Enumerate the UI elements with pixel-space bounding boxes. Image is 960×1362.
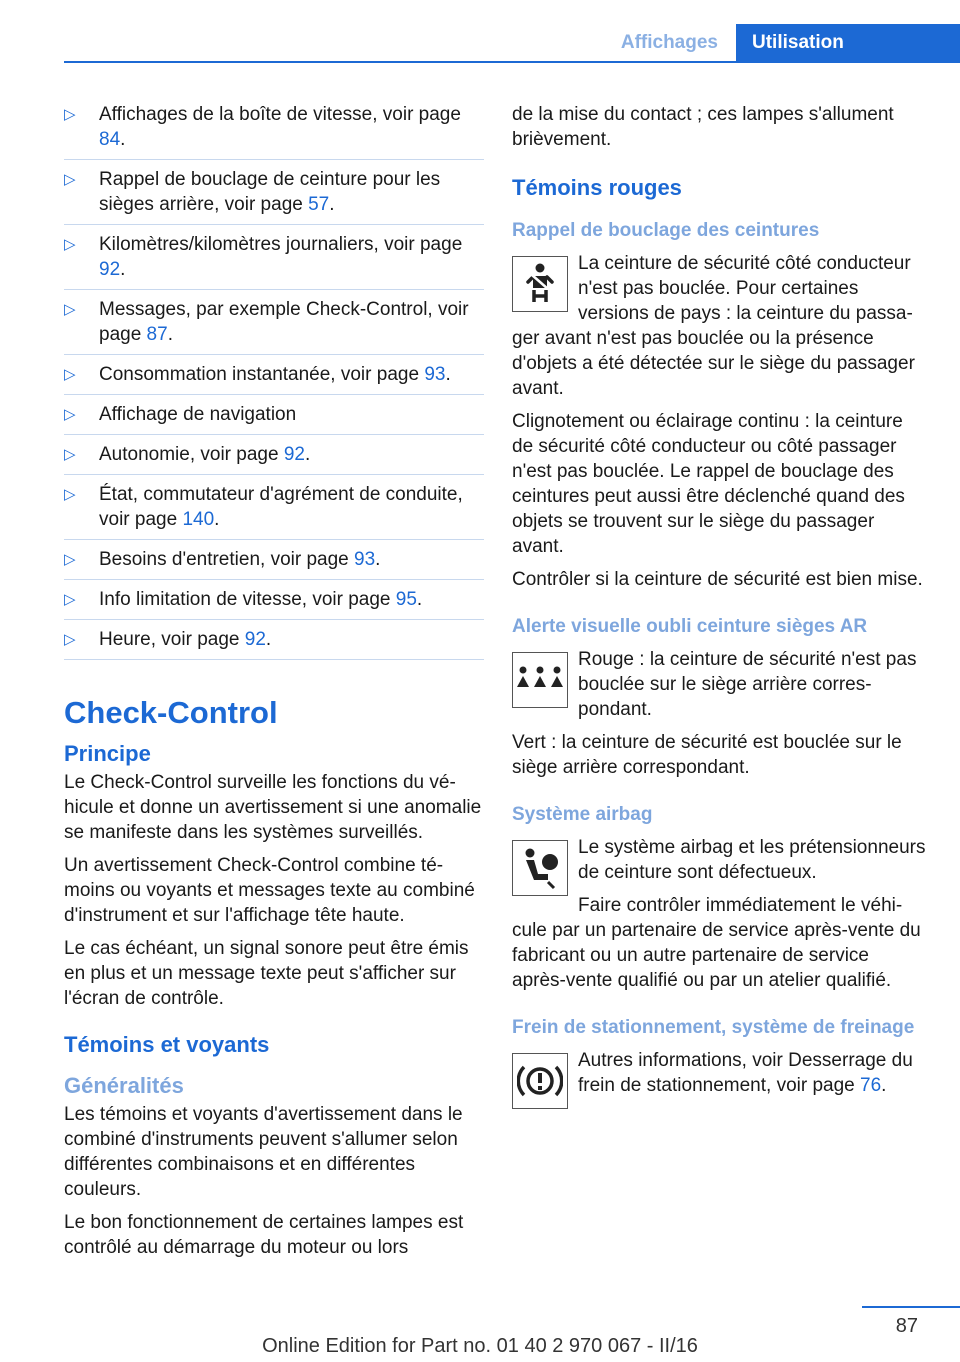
header-rule [64, 61, 960, 63]
seatbelt-warning-icon [512, 256, 568, 312]
list-item: ▷ Kilomètres/kilomètres journaliers, voir page 92. [64, 232, 484, 290]
list-item: ▷ Rappel de bouclage de ceinture pour les sièges arrière, voir page 57. [64, 167, 484, 225]
brake-warning-icon [512, 1053, 568, 1109]
subsection-title-temoins: Témoins et voyants [64, 1032, 270, 1057]
paragraph: La ceinture de sécurité côté conducteur n'est pas bouclée. Pour certaines versions de pays : la ceinture du passager avant n'est pas bouclée ou la présence d'objets a été détectée sur le siège du passager avant. [512, 253, 915, 399]
paragraph: Le bon fonctionnement de certaines lampes est contrôlé au démarrage du moteur ou lors [64, 1212, 464, 1258]
list-item: ▷ Messages, par exemple Check-Control, voir page 87. [64, 297, 484, 355]
page-link[interactable]: 84 [99, 129, 121, 150]
page-link[interactable]: 92 [283, 444, 305, 465]
section-title: Check-Control [64, 695, 278, 730]
list-item: ▷ État, commutateur d'agrément de conduite, voir page 140. [64, 482, 484, 540]
heading-ceinture: Rappel de bouclage des ceintures [512, 220, 820, 241]
list-item: ▷ Info limitation de vitesse, voir page 95. [64, 587, 484, 620]
list-item: ▷ Affichages de la boîte de vitesse, voir page 84. [64, 102, 484, 160]
list-item: ▷ Autonomie, voir page 92. [64, 442, 484, 475]
page-link[interactable]: 92 [244, 629, 266, 650]
edition-note: Online Edition for Part no. 01 40 2 970 067 - II/16 [262, 1335, 698, 1357]
list-item: ▷ Affichage de navigation [64, 402, 484, 435]
left-column [64, 102, 484, 1268]
paragraph: Clignotement ou éclairage continu : la ceinture de sécurité côté conducteur ou côté passager n'est pas bouclée. Le rappel de bouclage des ceintures peut aussi être déclenché quand des objets se trouvent sur le siège du passager avant. [512, 411, 905, 557]
page-link[interactable]: 57 [308, 194, 330, 215]
subsection-title-generalites: Généralités [64, 1073, 184, 1098]
paragraph: Rouge : la ceinture de sécurité n'est pas bouclée sur le siège arrière correspondant. [578, 649, 917, 720]
paragraph: de la mise du contact ; ces lampes s'allument brièvement. [512, 104, 894, 150]
airbag-warning-icon [512, 840, 568, 896]
page-link[interactable]: 140 [182, 509, 215, 530]
list-item: ▷ Consommation instantanée, voir page 93. [64, 362, 484, 395]
page-link[interactable]: 92 [99, 259, 121, 280]
heading-airbag: Système airbag [512, 804, 653, 825]
paragraph: Un avertissement Check-Control combine témoins ou voyants et messages texte au combiné d'instrument et sur l'affichage tête haute. [64, 855, 475, 926]
paragraph: Le système airbag et les prétensionneurs de ceinture sont défectueux. [578, 837, 926, 883]
paragraph: Les témoins et voyants d'avertissement dans le combiné d'instruments peuvent s'allumer selon différentes combinaisons et en différentes couleurs. [64, 1104, 463, 1200]
display-items-list [64, 102, 484, 660]
paragraph: Le Check-Control surveille les fonctions du véhicule et donne un avertissement si une anomalie se manifeste dans les systèmes surveillés. [64, 772, 482, 843]
page-link[interactable]: 95 [395, 589, 417, 610]
subsection-title-rouges: Témoins rouges [512, 175, 682, 200]
page-link[interactable]: 93 [424, 364, 446, 385]
heading-alerte: Alerte visuelle oubli ceinture sièges AR [512, 616, 868, 637]
heading-frein: Frein de stationnement, système de freinage [512, 1017, 915, 1038]
page-link[interactable]: 87 [146, 324, 168, 345]
page-link[interactable]: 76 [860, 1075, 882, 1096]
header-section-label: Affichages [620, 32, 718, 53]
paragraph: Vert : la ceinture de sécurité est bouclée sur le siège arrière correspondant. [512, 732, 902, 778]
page-link[interactable]: 93 [354, 549, 376, 570]
list-item: ▷ Besoins d'entretien, voir page 93. [64, 547, 484, 580]
subsection-title-principe: Principe [64, 741, 151, 766]
list-item: ▷ Heure, voir page 92. [64, 627, 484, 660]
page-number: 87 [895, 1315, 918, 1337]
footer-rule [862, 1306, 960, 1308]
right-column [512, 102, 926, 1113]
paragraph: Contrôler si la ceinture de sécurité est bien mise. [512, 569, 923, 590]
paragraph: Faire contrôler immédiatement le véhicule par un partenaire de service après-vente du fabricant ou un autre partenaire de service après-vente qualifié ou par un atelier qualifié. [512, 895, 921, 991]
paragraph: Autres informations, voir Desserrage du frein de stationnement, voir page 76. [578, 1050, 913, 1096]
rear-seatbelt-indicator-icon [512, 652, 568, 708]
paragraph: Le cas échéant, un signal sonore peut être émis en plus et un message texte peut s'afficher sur l'écran de contrôle. [64, 938, 469, 1009]
header-chapter-label: Utilisation [736, 24, 960, 61]
